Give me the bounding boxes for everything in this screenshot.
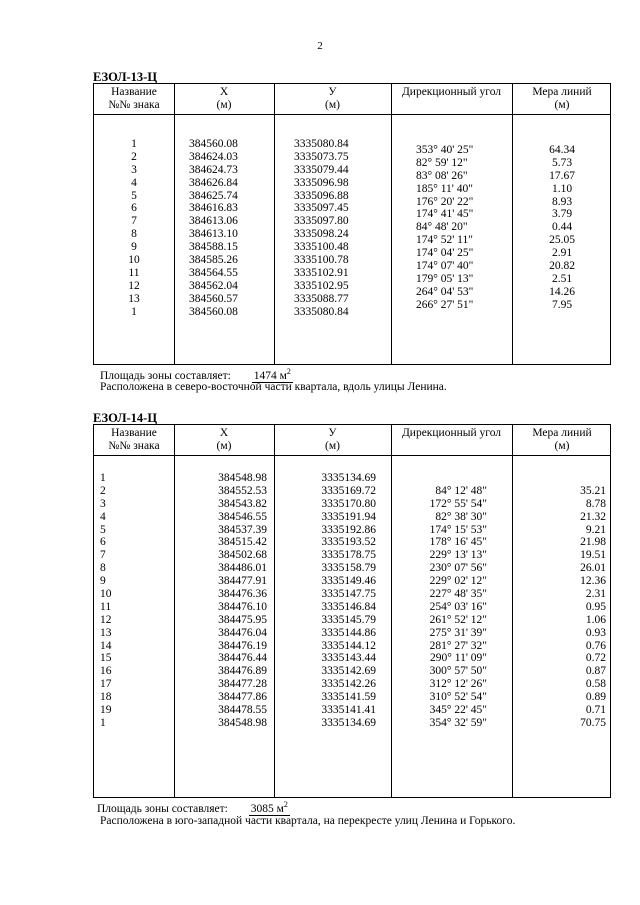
x-coordinate: 384477.91 [218, 575, 267, 588]
line-measure: 1.06 [585, 613, 606, 626]
line-measure: 2.31 [585, 588, 606, 601]
direction-angle: 281° 27' 32" [429, 639, 487, 652]
point-number: 18 [100, 691, 112, 704]
zone2-area-label: Площадь зоны составляет: [97, 802, 228, 815]
point-number: 7 [100, 549, 106, 562]
x-coordinate: 384477.86 [218, 691, 267, 704]
direction-angle: 254° 03' 16" [429, 600, 487, 613]
zone1-location: Расположена в северо-восточной части квартала, вдоль улицы Ленина. [100, 381, 447, 393]
zone2-area-value: 3085 м [250, 802, 284, 815]
header-x: X (м) [216, 86, 232, 111]
x-coordinate: 384548.98 [218, 716, 267, 729]
point-number: 11 [100, 600, 112, 613]
point-number: 13 [100, 626, 112, 639]
x-coordinate: 384477.28 [218, 678, 267, 691]
point-number: 1 [100, 472, 106, 484]
x-coordinate: 384562.04 [189, 279, 238, 292]
point-number: 9 [100, 575, 106, 588]
direction-angle: 83° 08' 26" [416, 169, 468, 182]
x-coordinate: 384613.10 [189, 228, 238, 241]
direction-angle: 261° 52' 12" [429, 613, 487, 626]
x-coordinate: 384486.01 [218, 562, 267, 575]
line-measure: 8.78 [585, 497, 606, 510]
line-measure: 9.21 [585, 523, 606, 536]
line-measure: 12.36 [580, 575, 606, 588]
line-measure: 0.44 [551, 221, 573, 234]
y-coordinate: 3335142.69 [321, 665, 376, 678]
point-number: 4 [131, 176, 137, 189]
direction-angle: 185° 11' 40" [416, 182, 473, 195]
y-coordinate: 3335149.46 [321, 575, 376, 588]
direction-angle: 266° 27' 51" [416, 298, 474, 311]
direction-angle: 84° 48' 20" [416, 221, 468, 234]
x-coordinate: 384478.55 [218, 704, 267, 717]
y-coordinate: 3335096.88 [294, 189, 349, 202]
y-coordinate: 3335169.72 [321, 484, 376, 497]
y-coordinate: 3335134.69 [321, 716, 376, 729]
y-coordinate: 3335144.12 [321, 639, 376, 652]
line-measure: 21.32 [580, 510, 606, 523]
y-coordinate: 3335098.24 [294, 228, 349, 241]
direction-angle: 176° 20' 22" [416, 195, 474, 208]
zone2-x-column [174, 472, 267, 730]
point-number: 12 [128, 279, 140, 292]
line-measure: 0.93 [585, 626, 606, 639]
x-coordinate: 384624.03 [189, 150, 238, 163]
line-measure: 26.01 [580, 562, 606, 575]
point-number: 15 [100, 652, 112, 665]
point-number: 16 [100, 665, 112, 678]
y-coordinate: 3335147.75 [321, 588, 376, 601]
x-coordinate: 384476.04 [218, 626, 267, 639]
point-number: 2 [100, 484, 106, 497]
direction-angle: 290° 11' 09" [430, 652, 487, 665]
x-coordinate: 384515.42 [218, 536, 267, 549]
zone1-measure-column [512, 144, 612, 312]
line-measure: 35.21 [580, 484, 606, 497]
point-number: 1 [131, 305, 137, 318]
zone1-table [93, 83, 611, 365]
line-measure: 0.58 [585, 678, 606, 691]
zone2-area [97, 800, 290, 815]
point-number: 14 [100, 639, 112, 652]
point-number: 2 [131, 150, 137, 163]
x-coordinate: 384548.98 [218, 472, 267, 484]
line-measure: 0.71 [585, 704, 606, 717]
point-number: 13 [128, 292, 140, 305]
page-number: 2 [317, 40, 323, 52]
y-coordinate: 3335141.59 [321, 691, 376, 704]
header2-x: X (м) [216, 427, 232, 452]
line-measure: 20.82 [549, 260, 575, 273]
line-measure: 21.98 [580, 536, 606, 549]
zone1-area-value: 1474 м [253, 369, 287, 382]
x-coordinate: 384476.10 [218, 600, 267, 613]
point-number: 5 [100, 523, 106, 536]
direction-angle: 229° 13' 13" [429, 549, 487, 562]
y-coordinate: 3335073.75 [294, 150, 349, 163]
y-coordinate: 3335144.86 [321, 626, 376, 639]
point-number: 17 [100, 678, 112, 691]
line-measure: 0.89 [585, 691, 606, 704]
line-measure: 2.51 [551, 272, 573, 285]
y-coordinate: 3335097.45 [294, 202, 349, 215]
x-coordinate: 384546.55 [218, 510, 267, 523]
line-measure: 70.75 [580, 716, 606, 729]
line-measure: 5.73 [551, 156, 573, 169]
direction-angle: 310° 52' 54" [429, 691, 487, 704]
line-measure: 0.87 [585, 665, 606, 678]
point-number: 3 [100, 497, 106, 510]
x-coordinate: 384502.68 [218, 549, 267, 562]
point-number: 8 [100, 562, 106, 575]
y-coordinate: 3335096.98 [294, 176, 349, 189]
x-coordinate: 384537.39 [218, 523, 267, 536]
x-coordinate: 384475.95 [218, 613, 267, 626]
x-coordinate: 384613.06 [189, 215, 238, 228]
direction-angle: 178° 16' 45" [429, 536, 487, 549]
line-measure: 2.91 [551, 247, 573, 260]
header-y: У (м) [325, 86, 340, 111]
x-coordinate: 384476.44 [218, 652, 267, 665]
line-measure: 0.76 [585, 639, 606, 652]
line-measure: 7.95 [551, 298, 573, 311]
line-measure: 3.79 [551, 208, 573, 221]
x-coordinate: 384476.89 [218, 665, 267, 678]
x-coordinate: 384624.73 [189, 163, 238, 176]
y-coordinate: 3335145.79 [321, 613, 376, 626]
header-measure: Мера линий (м) [532, 86, 592, 111]
direction-angle: 174° 52' 11" [416, 234, 473, 247]
zone1-area [100, 367, 293, 382]
y-coordinate: 3335080.84 [294, 305, 349, 318]
x-coordinate: 384560.57 [189, 292, 238, 305]
y-coordinate: 3335100.48 [294, 241, 349, 254]
direction-angle: 227° 48' 35" [429, 588, 487, 601]
x-coordinate: 384476.36 [218, 588, 267, 601]
direction-angle: 353° 40' 25" [416, 144, 474, 156]
point-number: 6 [131, 202, 137, 215]
y-coordinate: 3335193.52 [321, 536, 376, 549]
y-coordinate: 3335102.91 [294, 266, 349, 279]
direction-angle: 174° 07' 40" [416, 260, 474, 273]
direction-angle: 345° 22' 45" [429, 704, 487, 717]
point-number: 10 [100, 588, 112, 601]
zone2-area-sup: 2 [283, 800, 288, 809]
y-coordinate: 3335178.75 [321, 549, 376, 562]
x-coordinate: 384564.55 [189, 266, 238, 279]
line-measure: 64.34 [549, 144, 575, 156]
zone1-points-column [94, 138, 174, 318]
zone2-y-column [274, 472, 376, 730]
x-coordinate: 384585.26 [189, 254, 238, 267]
zone2-title: ЕЗОЛ-14-Ц [93, 411, 158, 425]
direction-angle: 275° 31' 39" [429, 626, 487, 639]
line-measure [512, 472, 606, 485]
point-number: 9 [131, 241, 137, 254]
line-measure: 19.51 [580, 549, 606, 562]
direction-angle: 264° 04' 53" [416, 285, 474, 298]
point-number: 3 [131, 163, 137, 176]
line-measure: 0.95 [585, 600, 606, 613]
point-number: 8 [131, 228, 137, 241]
y-coordinate: 3335141.41 [321, 704, 376, 717]
x-coordinate: 384588.15 [189, 241, 238, 254]
direction-angle: 354° 32' 59" [429, 716, 487, 729]
zone2-points-column [100, 472, 140, 730]
y-coordinate: 3335191.94 [321, 510, 376, 523]
x-coordinate: 384476.19 [218, 639, 267, 652]
point-number: 4 [100, 510, 106, 523]
y-coordinate: 3335158.79 [321, 562, 376, 575]
direction-angle: 82° 59' 12" [416, 156, 468, 169]
y-coordinate: 3335192.86 [321, 523, 376, 536]
line-measure: 17.67 [549, 169, 575, 182]
line-measure: 14.26 [549, 285, 575, 298]
zone1-x-column [189, 138, 259, 318]
direction-angle: 172° 55' 54" [429, 497, 487, 510]
x-coordinate: 384626.84 [189, 176, 238, 189]
point-number: 1 [100, 716, 106, 729]
x-coordinate: 384552.53 [218, 484, 267, 497]
direction-angle [391, 472, 487, 485]
zone2-angle-column [391, 472, 487, 730]
point-number: 1 [131, 138, 137, 150]
y-coordinate: 3335079.44 [294, 163, 349, 176]
point-number: 5 [131, 189, 137, 202]
header-angle: Дирекционный угол [401, 86, 502, 98]
zone2-location: Расположена в юго-западной части квартала, на перекресте улиц Ленина и Горького. [100, 815, 516, 827]
y-coordinate: 3335143.44 [321, 652, 376, 665]
direction-angle: 300° 57' 50" [429, 665, 487, 678]
direction-angle: 229° 02' 12" [429, 575, 487, 588]
header2-angle: Дирекционный угол [401, 427, 502, 439]
direction-angle: 84° 12' 48" [435, 484, 487, 497]
point-number: 19 [100, 704, 112, 717]
y-coordinate: 3335170.80 [321, 497, 376, 510]
direction-angle: 82° 38' 30" [435, 510, 487, 523]
line-measure: 1.10 [551, 182, 573, 195]
header2-name: Название №№ знака [108, 427, 160, 452]
x-coordinate: 384560.08 [189, 138, 238, 150]
x-coordinate: 384616.83 [189, 202, 238, 215]
header2-y: У (м) [325, 427, 340, 452]
zone1-area-label: Площадь зоны составляет: [100, 369, 231, 382]
direction-angle: 179° 05' 13" [416, 272, 474, 285]
header2-measure: Мера линий (м) [532, 427, 592, 452]
direction-angle: 174° 15' 53" [429, 523, 487, 536]
zone2-table [93, 424, 611, 798]
direction-angle: 230° 07' 56" [429, 562, 487, 575]
point-number: 12 [100, 613, 112, 626]
y-coordinate: 3335146.84 [321, 600, 376, 613]
header-name: Название №№ знака [108, 86, 160, 111]
zone1-y-column [294, 138, 374, 318]
point-number: 7 [131, 215, 137, 228]
zone1-title: ЕЗОЛ-13-Ц [93, 70, 158, 84]
x-coordinate: 384560.08 [189, 305, 238, 318]
y-coordinate: 3335142.26 [321, 678, 376, 691]
direction-angle: 174° 41' 45" [416, 208, 474, 221]
zone1-area-sup: 2 [286, 367, 291, 376]
direction-angle: 174° 04' 25" [416, 247, 474, 260]
point-number: 10 [128, 254, 140, 267]
y-coordinate: 3335134.69 [321, 472, 376, 484]
x-coordinate: 384625.74 [189, 189, 238, 202]
zone1-angle-column [416, 144, 486, 312]
y-coordinate: 3335102.95 [294, 279, 349, 292]
point-number: 11 [128, 266, 140, 279]
line-measure: 25.05 [549, 234, 575, 247]
line-measure: 8.93 [551, 195, 573, 208]
direction-angle: 312° 12' 26" [429, 678, 487, 691]
x-coordinate: 384543.82 [218, 497, 267, 510]
line-measure: 0.72 [585, 652, 606, 665]
y-coordinate: 3335088.77 [294, 292, 349, 305]
point-number: 6 [100, 536, 106, 549]
zone2-measure-column [512, 472, 606, 730]
y-coordinate: 3335080.84 [294, 138, 349, 150]
y-coordinate: 3335100.78 [294, 254, 349, 267]
y-coordinate: 3335097.80 [294, 215, 349, 228]
